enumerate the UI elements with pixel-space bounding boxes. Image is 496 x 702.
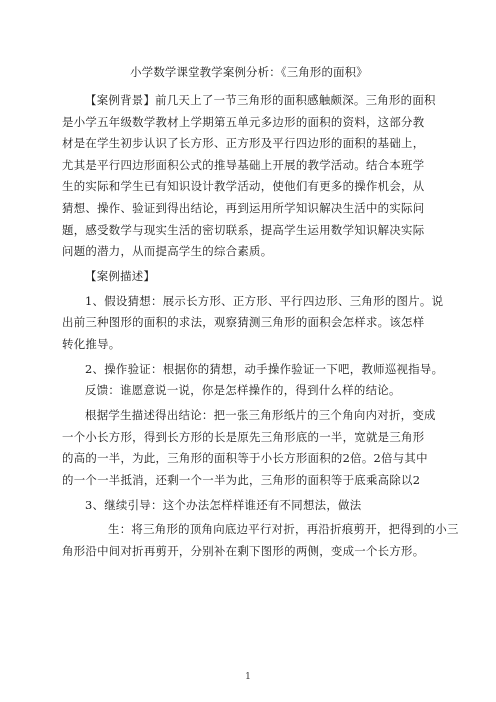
paragraph-line: 生：将三角形的顶角向底边平行对折，再沿折痕剪开，把得到的小三 xyxy=(108,522,459,537)
paragraph-line: 根据学生描述得出结论：把一张三角形纸片的三个角向内对折，变成 xyxy=(85,408,436,423)
case-description-section xyxy=(62,266,436,288)
paragraph-line: 题，感受数学与现实生活的密切联系，提高学生运用数学知识解决实际 xyxy=(62,222,425,237)
conclusion-paragraph xyxy=(62,405,436,491)
paragraph-line: 问题的潜力，从而提高学生的综合素质。 xyxy=(62,244,273,259)
paragraph-line: 2、操作验证：根据你的猜想，动手操作验证一下吧，教师巡视指导。 xyxy=(85,361,444,376)
paragraph-line: 角形沿中间对折再剪开，分别补在剩下图形的两侧，变成一个长方形。 xyxy=(62,544,425,558)
paragraph-line: 转化推导。 xyxy=(62,336,121,351)
paragraph-line: 猜想、操作、验证到得出结论，再到运用所学知识解决生活中的实际问 xyxy=(62,200,425,215)
paragraph-line: 的一个一半抵消，还剩一个一半为此，三角形的面积等于底乘高除以2 xyxy=(62,472,421,487)
case-description-heading: 【案例描述】 xyxy=(85,268,156,283)
paragraph-line: 是小学五年级数学教材上学期第五单元多边形的面积的资料，这部分教 xyxy=(62,114,425,129)
background-first-line xyxy=(62,90,436,112)
paragraph-line: 尤其是平行四边形面积公式的推导基础上开展的教学活动。结合本班学 xyxy=(62,157,425,172)
paragraph-line: 的高的一半，为此，三角形的面积等于小长方形面积的2倍。2倍与其中 xyxy=(62,451,428,466)
item-2-paragraph xyxy=(62,359,444,402)
paragraph-line: 生的实际和学生已有知识设计教学活动，使他们有更多的操作机会，从 xyxy=(62,179,425,194)
item-1-paragraph xyxy=(62,291,444,356)
document-title: 小学数学课堂教学案例分析：《三角形的面积》 xyxy=(130,65,368,79)
case-background-heading: 【案例背景】 xyxy=(85,93,156,107)
paragraph-line: 出前三种图形的面积的求法，观察猜测三角形的面积会怎样求。该怎样 xyxy=(62,315,425,330)
paragraph-line: 前几天上了一节三角形的面积感触颇深。三角形的面积 xyxy=(155,93,436,107)
paragraph-line: 3、继续引导：这个办法怎样样谁还有不同想法，做法 xyxy=(85,497,362,512)
paragraph-line: 一个小长方形，得到长方形的长是原先三角形底的一半，宽就是三角形 xyxy=(62,429,425,444)
paragraph-line: 1、假设猜想：展示长方形、正方形、平行四边形、三角形的图片。说 xyxy=(85,293,444,308)
document-body xyxy=(62,64,459,566)
paragraph-line: 材是在学生初步认识了长方形、正方形及平行四边形的面积的基础上， xyxy=(62,136,425,151)
case-background-paragraph xyxy=(62,90,436,263)
feedback-line: 反馈：谁愿意说一说，你是怎样操作的，得到什么样的结论。 xyxy=(85,383,401,398)
item-3-paragraph xyxy=(62,495,436,517)
student-answer-paragraph xyxy=(62,519,459,562)
page-number: 1 xyxy=(245,672,251,682)
